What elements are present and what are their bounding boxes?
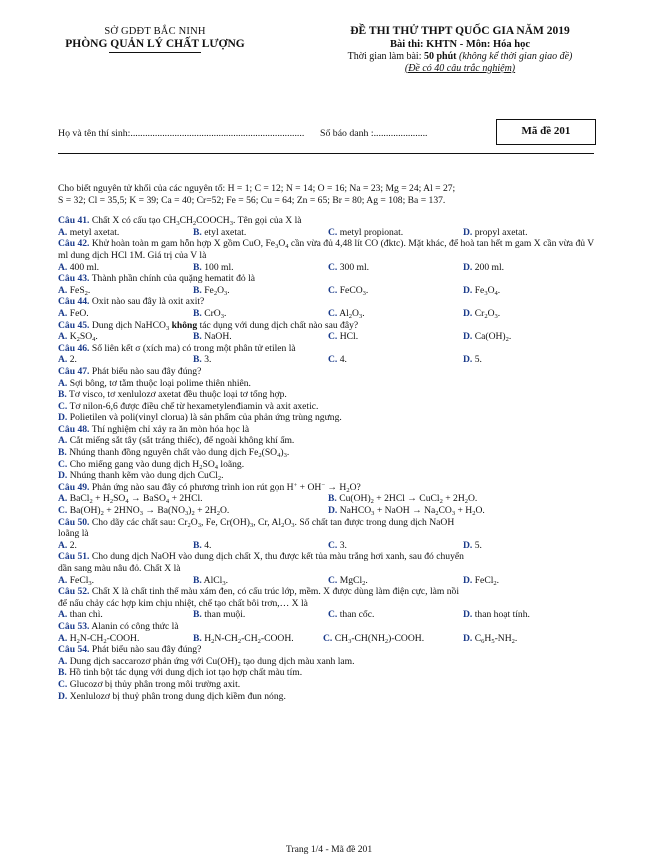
exam-title: ĐỀ THI THỬ THPT QUỐC GIA NĂM 2019	[350, 25, 570, 37]
q44-option-b[interactable]: B. CrO$_3$.	[193, 307, 227, 320]
q42-option-c[interactable]: C. 300 ml.	[328, 261, 370, 273]
q52-continuation: để nấu chảy các hợp kim chịu nhiệt, chế tạo chất bôi trơn,… X là	[58, 597, 308, 609]
question-52: Câu 52. Chất X là chất tinh thể màu xám đen, có cấu trúc lớp, mềm. X được dùng làm điện cực, làm nồi	[58, 586, 460, 598]
q41-option-c[interactable]: C. metyl propionat.	[328, 226, 404, 238]
q45-option-d[interactable]: D. $Ca(OH)_2$.	[463, 331, 512, 344]
q41-option-b[interactable]: B. etyl axetat.	[193, 226, 247, 238]
q51-options	[58, 575, 598, 587]
question-51: Câu 51. Cho dung dịch NaOH vào dung dịch chất X, thu được kết tủa màu trắng hơi xanh, sau đó chuyển	[58, 551, 464, 563]
q45-option-c[interactable]: C. HCl.	[328, 331, 359, 343]
q51-option-c[interactable]: C. MgCl$_2$.	[328, 574, 368, 587]
q50-option-b[interactable]: B. 4.	[193, 539, 212, 551]
question-50: Câu 50. Cho dãy các chất sau: $Cr_2O_3$, Fe, $Cr(OH)_3$, Cr, $Al_2O_3$. Số chất tan được trong dung dịch NaOH	[58, 516, 455, 529]
header-left-rule	[109, 52, 201, 53]
q51-option-d[interactable]: D. FeCl$_2$.	[463, 574, 500, 587]
question-41: Câu 41. Chất X có cấu tạo $CH_3CH_2COOCH_3$. Tên gọi của X là	[58, 215, 302, 228]
q42-option-a[interactable]: A. 400 ml.	[58, 261, 100, 273]
q52-option-b[interactable]: B. than muội.	[193, 609, 246, 621]
header-divider	[58, 153, 594, 154]
q53-options	[58, 633, 598, 645]
q49-options-row1	[58, 493, 598, 505]
exam-subject: Bài thi: KHTN - Môn: Hóa học	[389, 38, 530, 50]
q43-options	[58, 285, 598, 297]
q51-option-a[interactable]: A. FeCl$_3$.	[58, 574, 95, 587]
q48-option-d[interactable]: D. Nhúng thanh kẽm vào dung dịch CuCl$_2$.	[58, 470, 224, 483]
office-name: PHÒNG QUẢN LÝ CHẤT LƯỢNG	[65, 37, 245, 50]
page-footer: Trang 1/4 - Mã đề 201	[285, 844, 373, 855]
q47-option-b[interactable]: B. Tơ visco, tơ xenlulozơ axetat đều thuộc loại tơ tổng hợp.	[58, 389, 287, 401]
question-43: Câu 43. Thành phần chính của quặng hematit đỏ là	[58, 273, 255, 285]
q44-option-d[interactable]: D. $Cr_2O_3$.	[463, 307, 501, 320]
q41-options	[58, 227, 598, 239]
question-44: Câu 44. Oxit nào sau đây là oxit axit?	[58, 296, 205, 308]
q48-option-b[interactable]: B. Nhúng thanh đồng nguyên chất vào dung dịch $Fe_2(SO_4)_3$.	[58, 447, 290, 460]
q47-option-c[interactable]: C. Tơ nilon-6,6 được điều chế từ hexametylenđiamin và axit axetic.	[58, 400, 319, 412]
question-42: Câu 42. Khử hoàn toàn m gam hỗn hợp X gồm CuO, $Fe_3O_4$ cần vừa đủ 4,48 lít CO (đktc). Mặt khác, để hoà tan hết m gam X cần vừa đủ V ml dung dịch HCl 1M. Giá trị của V là	[58, 238, 595, 261]
question-46: Câu 46. Số liên kết σ (xích ma) có trong một phân tử etilen là	[58, 342, 296, 354]
q48-option-c[interactable]: C. Cho miếng gang vào dung dịch $H_2SO_4$ loãng.	[58, 458, 245, 471]
q45-options	[58, 331, 598, 343]
q52-option-d[interactable]: D. than hoạt tính.	[463, 609, 530, 621]
q52-option-a[interactable]: A. than chì.	[58, 609, 103, 621]
exam-time: Thời gian làm bài: 50 phút (không kể thời gian giao đề)	[347, 51, 573, 63]
q54-option-b[interactable]: B. Hồ tinh bột tác dụng với dung dịch iot tạo hợp chất màu tím.	[58, 667, 303, 679]
q42-option-b[interactable]: B. 100 ml.	[193, 261, 234, 273]
question-53: Câu 53. Alanin có công thức là	[58, 620, 179, 632]
header-right	[285, 26, 635, 74]
question-49: Câu 49. Phản ứng nào sau đây có phương trình ion rút gọn $H^+ + OH^- \to H_2O$?	[58, 481, 361, 494]
q48-option-a[interactable]: A. Cắt miếng sắt tây (sắt tráng thiếc), để ngoài không khí ẩm.	[58, 435, 295, 447]
q49-option-d[interactable]: D. NaHCO$_3$ + NaOH → $Na_2CO_3 + H_2O$.	[328, 505, 485, 518]
q53-option-d[interactable]: D. $C_6H_5-NH_2$.	[463, 632, 518, 645]
q41-option-d[interactable]: D. propyl axetat.	[463, 226, 528, 238]
q50-option-c[interactable]: C. 3.	[328, 539, 347, 551]
q53-option-b[interactable]: B. $H_2N-CH_2-CH_2$-COOH.	[193, 632, 294, 645]
q47-option-a[interactable]: A. Sợi bông, tơ tằm thuộc loại polime thiên nhiên.	[58, 377, 251, 389]
atomic-masses-line2: S = 32; Cl = 35,5; K = 39; Ca = 40; Cr=52; Fe = 56; Cu = 64; Zn = 65; Br = 80; Ag = 108; Ba = 137.	[58, 194, 446, 206]
question-48: Câu 48. Thí nghiệm chỉ xảy ra ăn mòn hóa học là	[58, 423, 250, 435]
question-47: Câu 47. Phát biểu nào sau đây đúng?	[58, 365, 202, 377]
q52-option-c[interactable]: C. than cốc.	[328, 609, 375, 621]
q46-option-c[interactable]: C. 4.	[328, 354, 347, 366]
q49-option-b[interactable]: B. $Cu(OH)_2 + 2HCl$ → CuCl$_2$ + $2H_2O$.	[328, 493, 478, 506]
q50-continuation: loãng là	[58, 528, 89, 540]
q45-option-b[interactable]: B. NaOH.	[193, 331, 232, 343]
q51-option-b[interactable]: B. AlCl$_3$.	[193, 574, 228, 587]
q46-option-b[interactable]: B. 3.	[193, 354, 212, 366]
exam-code-box: Mã đề 201	[496, 119, 596, 145]
q43-option-d[interactable]: D. $Fe_3O_4$.	[463, 284, 501, 297]
student-id-line: Số báo danh :......................	[320, 128, 428, 139]
q49-option-c[interactable]: C. $Ba(OH)_2 + 2HNO_3 \to Ba(NO_3)_2 + 2H_2O$.	[58, 505, 230, 518]
q49-option-a[interactable]: A. BaCl$_2$ + $H_2SO_4$ → BaSO$_4$ + 2HCl.	[58, 493, 203, 506]
q54-option-a[interactable]: A. Dung dịch saccarozơ phản ứng với $Cu(OH)_2$ tạo dung dịch màu xanh lam.	[58, 655, 355, 668]
q49-options-row2	[58, 505, 598, 517]
q53-option-c[interactable]: C. $CH_3-CH(NH_2)$-COOH.	[323, 632, 425, 645]
q44-option-c[interactable]: C. $Al_2O_3$.	[328, 307, 365, 320]
q53-option-a[interactable]: A. $H_2N-CH_2$-COOH.	[58, 632, 140, 645]
q41-option-a[interactable]: A. metyl axetat.	[58, 226, 120, 238]
student-name-line: Họ và tên thí sinh:.......................................................................	[58, 128, 305, 139]
q50-option-d[interactable]: D. 5.	[463, 539, 482, 551]
question-count: (Đề có 40 câu trắc nghiệm)	[404, 62, 516, 74]
q50-options	[58, 540, 598, 552]
q42-options	[58, 262, 598, 274]
q43-option-a[interactable]: A. FeS$_2$.	[58, 284, 91, 297]
q42-option-d[interactable]: D. 200 ml.	[463, 261, 505, 273]
q46-option-a[interactable]: A. 2.	[58, 354, 77, 366]
q44-options	[58, 308, 598, 320]
question-54: Câu 54. Phát biểu nào sau đây đúng?	[58, 644, 202, 656]
q46-option-d[interactable]: D. 5.	[463, 354, 482, 366]
q45-option-a[interactable]: A. $K_2SO_4$.	[58, 331, 98, 344]
q54-option-c[interactable]: C. Glucozơ bị thủy phân trong môi trường axit.	[58, 678, 241, 690]
question-45: Câu 45. Dung dịch NaHCO$_3$ không tác dụng với dung dịch chất nào sau đây?	[58, 319, 359, 332]
q46-options	[58, 354, 598, 366]
q43-option-c[interactable]: C. FeCO$_3$.	[328, 284, 369, 297]
q47-option-d[interactable]: D. Polietilen và poli(vinyl clorua) là sản phẩm của phản ứng trùng ngưng.	[58, 412, 342, 424]
q50-option-a[interactable]: A. 2.	[58, 539, 77, 551]
exam-content	[58, 183, 598, 702]
atomic-masses-line1: Cho biết nguyên tử khối của các nguyên tố: H = 1; C = 12; N = 14; O = 16; Na = 23; Mg = 24; Al = 27;	[58, 183, 456, 194]
q51-continuation: dần sang màu nâu đỏ. Chất X là	[58, 563, 181, 574]
department-name: SỞ GDĐT BẮC NINH	[104, 26, 206, 37]
q44-option-a[interactable]: A. FeO.	[58, 307, 89, 319]
q43-option-b[interactable]: B. $Fe_2O_3$.	[193, 284, 230, 297]
header-left	[30, 26, 280, 53]
q52-options	[58, 609, 598, 621]
q54-option-d[interactable]: D. Xenlulozơ bị thuỷ phân trong dung dịch kiềm đun nóng.	[58, 690, 286, 702]
